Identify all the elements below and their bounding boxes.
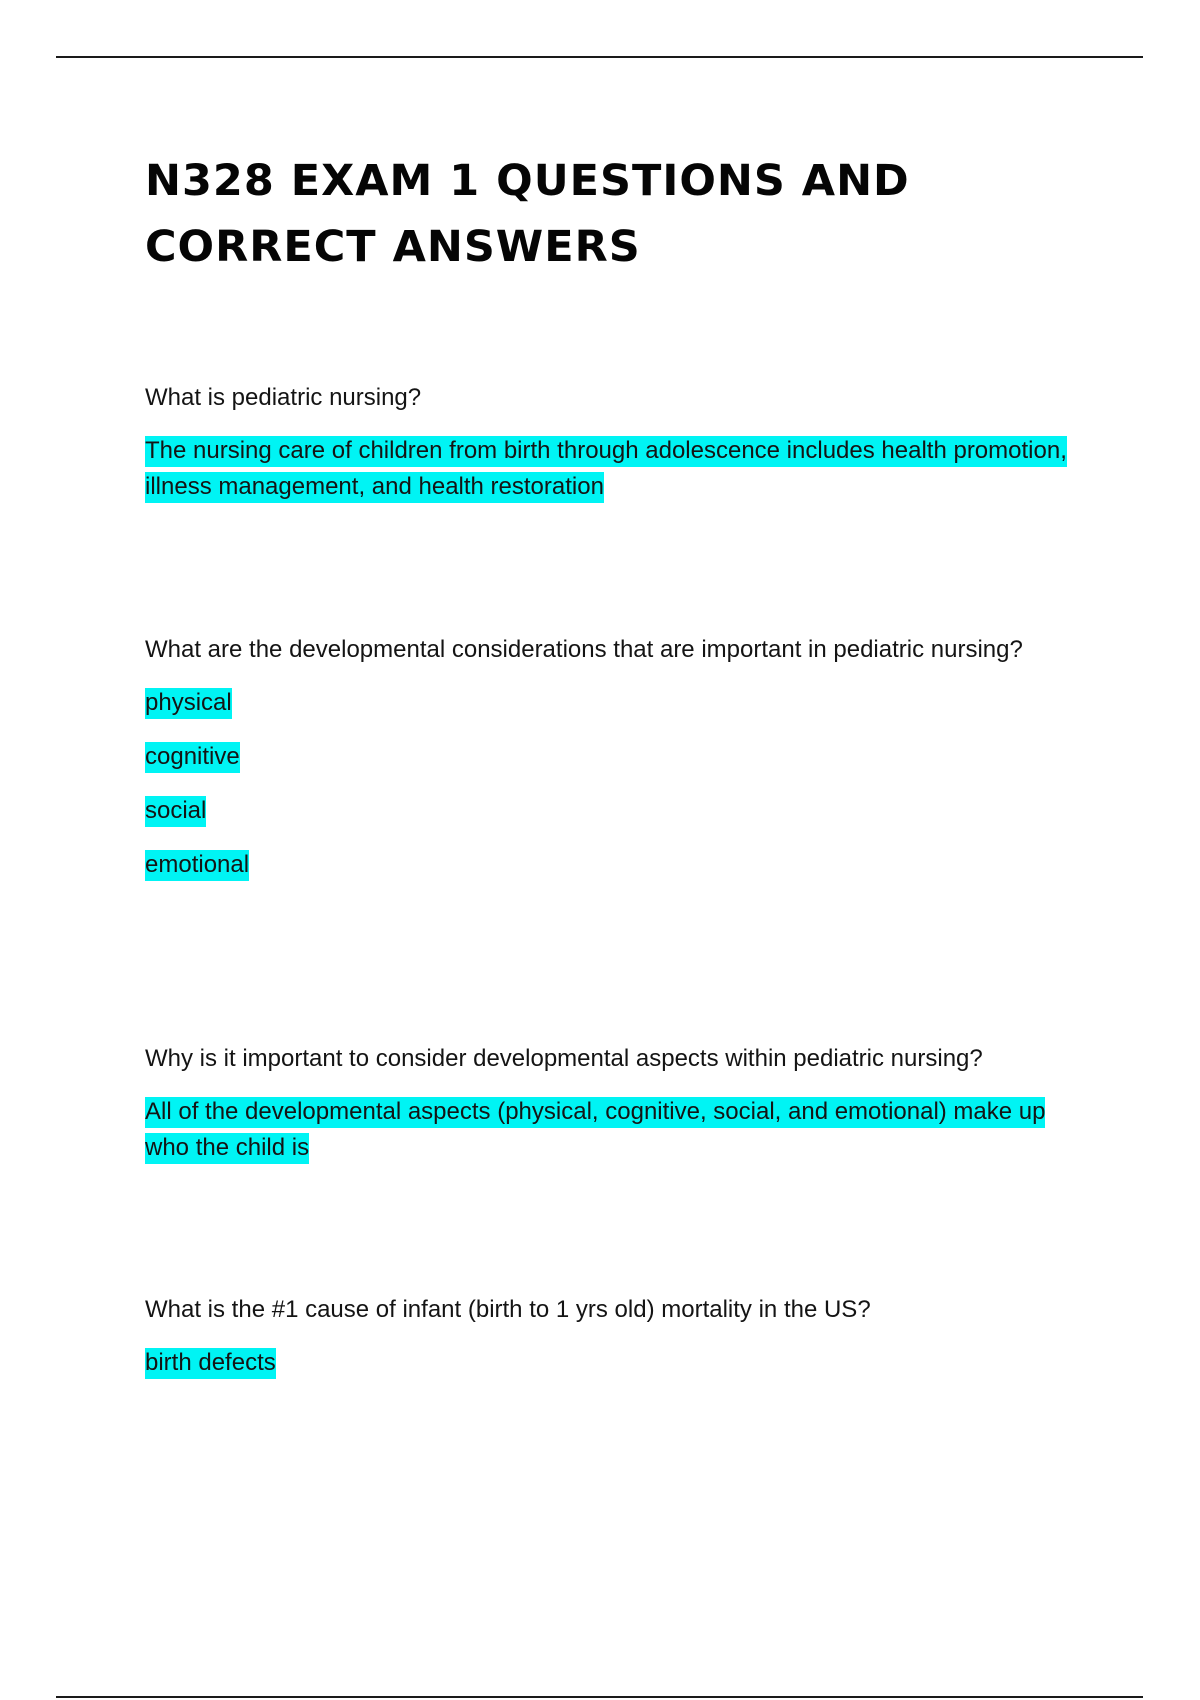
question-1: What is pediatric nursing? <box>145 384 422 411</box>
question-2: What are the developmental considerations that are important in pediatric nursing? <box>145 636 1023 663</box>
question-3: Why is it important to consider developmental aspects within pediatric nursing? <box>145 1045 983 1072</box>
question-4: What is the #1 cause of infant (birth to 1 yrs old) mortality in the US? <box>145 1296 871 1323</box>
qa-item-2 <box>145 632 1095 883</box>
answer-list-3 <box>145 1094 1095 1166</box>
answer-list-4 <box>145 1345 1095 1381</box>
answer-list-1 <box>145 433 1095 505</box>
highlighted-answer: All of the developmental aspects (physical, cognitive, social, and emotional) make up who the child is <box>145 1097 1045 1164</box>
highlighted-answer: cognitive <box>145 742 240 773</box>
header-rule <box>56 56 1143 58</box>
answer-2a <box>145 685 1095 721</box>
qa-item-3 <box>145 1041 1095 1166</box>
answer-3 <box>145 1094 1095 1166</box>
highlighted-answer: birth defects <box>145 1348 276 1379</box>
qa-item-1 <box>145 380 1095 505</box>
answer-2c <box>145 793 1095 829</box>
highlighted-answer: physical <box>145 688 232 719</box>
highlighted-answer: social <box>145 796 206 827</box>
highlighted-answer: The nursing care of children from birth through adolescence includes health promotion, illness management, and health restoration <box>145 436 1067 503</box>
answer-2b <box>145 739 1095 775</box>
highlighted-answer: emotional <box>145 850 249 881</box>
answer-2d <box>145 847 1095 883</box>
answer-4 <box>145 1345 1095 1381</box>
document-title: N328 EXAM 1 QUESTIONS AND CORRECT ANSWERS <box>145 156 910 272</box>
answer-1 <box>145 433 1095 505</box>
footer-rule <box>56 1696 1143 1698</box>
answer-list-2 <box>145 685 1095 883</box>
qa-item-4 <box>145 1292 1095 1381</box>
